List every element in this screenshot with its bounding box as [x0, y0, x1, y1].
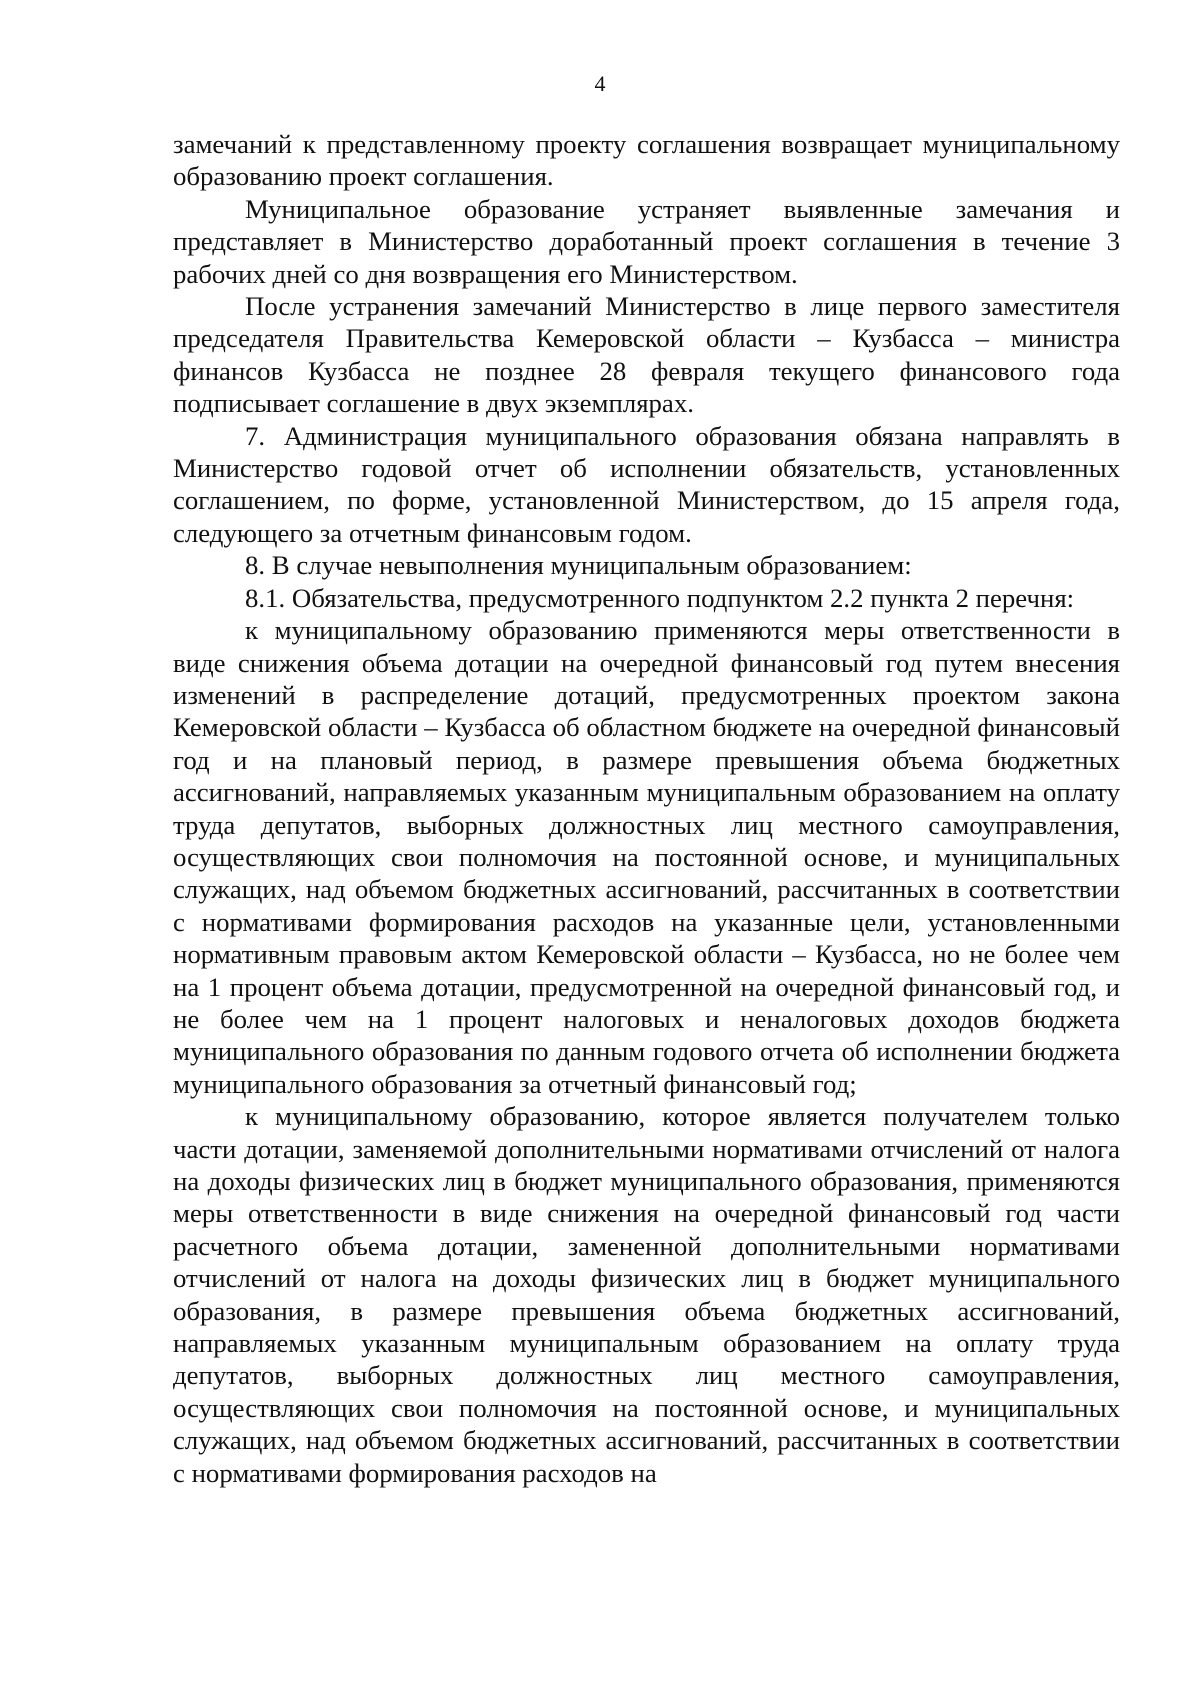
paragraph-liability-partial-recipient: к муниципальному образованию, которое является получателем только части дотации, заменяемой дополнительными нормативами отчислений от налога на доходы физических лиц в бюджет муниципального образования, применяются меры ответственности в виде снижения на очередной финансовый год части расчетного объема дотации, замененной дополнительными нормативами отчислений от налога на доходы физических лиц в бюджет муниципального образования, в размере превышения объема бюджетных ассигнований, направляемых указанным муниципальным образованием на оплату труда депутатов, выборных должностных лиц местного самоуправления, осуществляющих свои полномочия на постоянной основе, и муниципальных служащих, над объемом бюджетных ассигнований, рассчитанных в соответствии с нормативами формирования расходов на [173, 1101, 1120, 1488]
paragraph-revision: Муниципальное образование устраняет выявленные замечания и представляет в Министерство доработанный проект соглашения в течение 3 рабочих дней со дня возвращения его Министерством. [173, 193, 1120, 289]
paragraph-remarks-return: замечаний к представленному проекту соглашения возвращает муниципальному образованию проект соглашения. [173, 129, 1120, 192]
paragraph-item-8-1: 8.1. Обязательства, предусмотренного подпунктом 2.2 пункта 2 перечня: [245, 582, 1075, 613]
paragraph-signing: После устранения замечаний Министерство в лице первого заместителя председателя Правительства Кемеровской области – Кузбасса – министра финансов Кузбасса не позднее 28 февраля текущего финансового года подписывает соглашение в двух экземплярах. [173, 291, 1120, 419]
paragraph-item-7: 7. Администрация муниципального образования обязана направлять в Министерство годовой отчет об исполнении обязательств, установленных соглашением, по форме, установленной Министерством, до 15 апреля года, следующего за отчетным финансовым годом. [173, 420, 1120, 548]
paragraph-item-8: 8. В случае невыполнения муниципальным образованием: [245, 550, 912, 581]
document-body [173, 128, 1120, 1489]
page-number: 4 [594, 71, 606, 96]
paragraph-liability-municipal: к муниципальному образованию применяются меры ответственности в виде снижения объема дотации на очередной финансовый год путем внесения изменений в распределение дотаций, предусмотренных проектом закона Кемеровской области – Кузбасса об областном бюджете на очередной финансовый год и на плановый период, в размере превышения объема бюджетных ассигнований, направляемых указанным муниципальным образованием на оплату труда депутатов, выборных должностных лиц местного самоуправления, осуществляющих свои полномочия на постоянной основе, и муниципальных служащих, над объемом бюджетных ассигнований, рассчитанных в соответствии с нормативами формирования расходов на указанные цели, установленными нормативным правовым актом Кемеровской области – Кузбасса, но не более чем на 1 процент объема дотации, предусмотренной на очередной финансовый год, и не более чем на 1 процент налоговых и неналоговых доходов бюджета муниципального образования по данным годового отчета об исполнении бюджета муниципального образования за отчетный финансовый год; [173, 615, 1120, 1099]
